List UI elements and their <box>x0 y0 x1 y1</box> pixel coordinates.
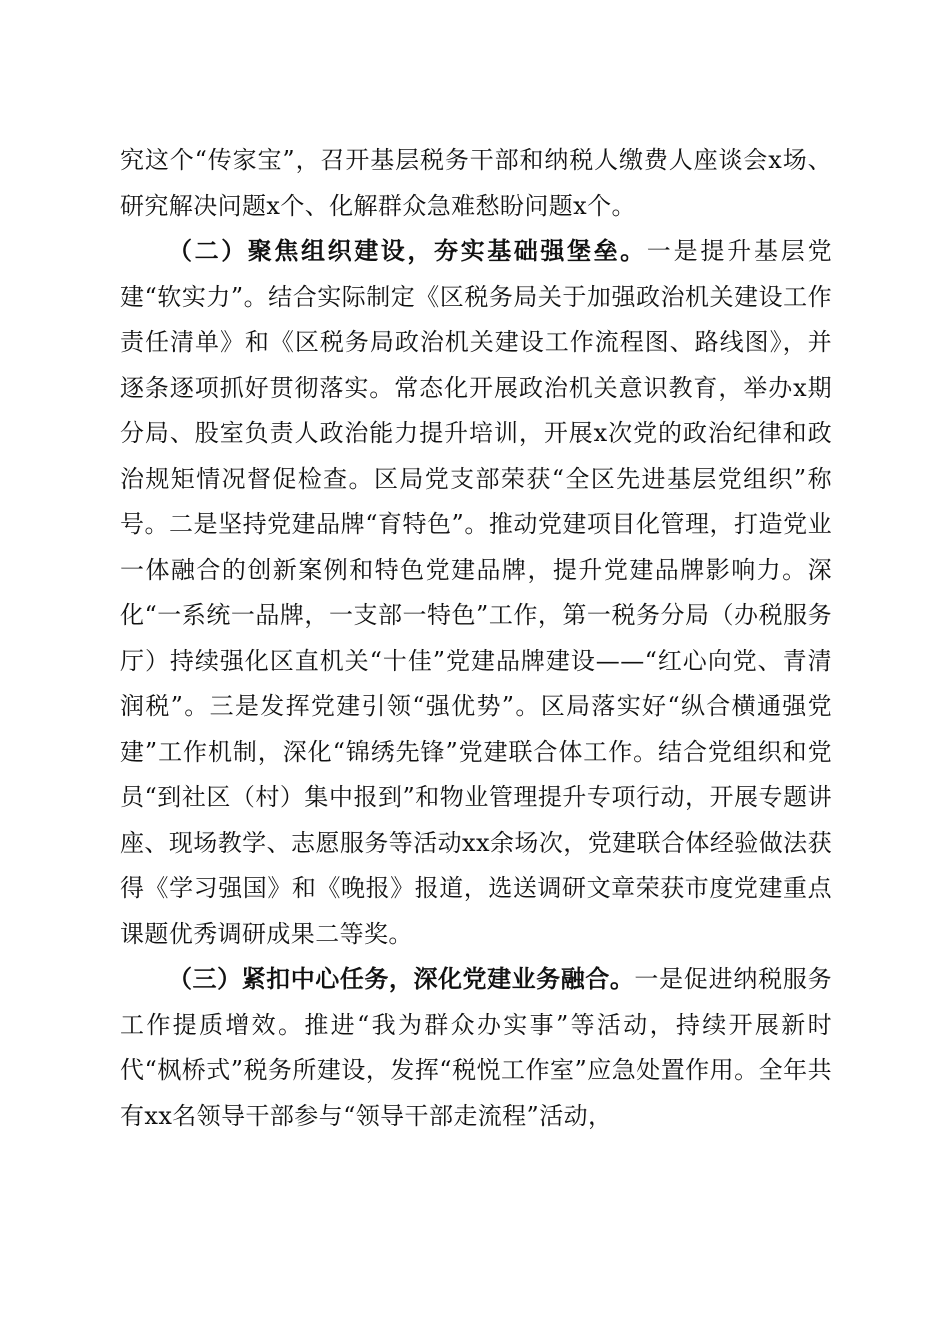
paragraph-organization-building <box>120 229 832 957</box>
document-body <box>120 138 832 1139</box>
section-body-3: 一是促进纳税服务工作提质增效。推进“我为群众办实事”等活动，持续开展新时代“枫桥式”税务所建设，发挥“税悦工作室”应急处置作用。全年共有xx名领导干部参与“领导干部走流程”活动， <box>120 965 832 1130</box>
paragraph-continuation: 究这个“传家宝”，召开基层税务干部和纳税人缴费人座谈会x场、研究解决问题x个、化解群众急难愁盼问题x个。 <box>120 146 832 220</box>
section-heading-2: （二）聚焦组织建设，夯实基础强堡垒。 <box>168 237 647 265</box>
section-heading-3: （三）紧扣中心任务，深化党建业务融合。 <box>168 965 635 993</box>
section-body-2: 一是提升基层党建“软实力”。结合实际制定《区税务局关于加强政治机关建设工作责任清单》和《区税务局政治机关建设工作流程图、路线图》，并逐条逐项抓好贯彻落实。常态化开展政治机关意识教育，举办x期分局、股室负责人政治能力提升培训，开展x次党的政治纪律和政治规矩情况督促检查。区局党支部荣获“全区先进基层党组织”称号。二是坚持党建品牌“育特色”。推动党建项目化管理，打造党业一体融合的创新案例和特色党建品牌，提升党建品牌影响力。深化“一系统一品牌，一支部一特色”工作，第一税务分局（办税服务厅）持续强化区直机关“十佳”党建品牌建设——“红心向党、青清润税”。三是发挥党建引领“强优势”。区局落实好“纵合横通强党建”工作机制，深化“锦绣先锋”党建联合体工作。结合党组织和党员“到社区（村）集中报到”和物业管理提升专项行动，开展专题讲座、现场教学、志愿服务等活动xx余场次，党建联合体经验做法获得《学习强国》和《晚报》报道，选送调研文章荣获市度党建重点课题优秀调研成果二等奖。 <box>120 237 832 948</box>
paragraph-central-tasks <box>120 957 832 1139</box>
